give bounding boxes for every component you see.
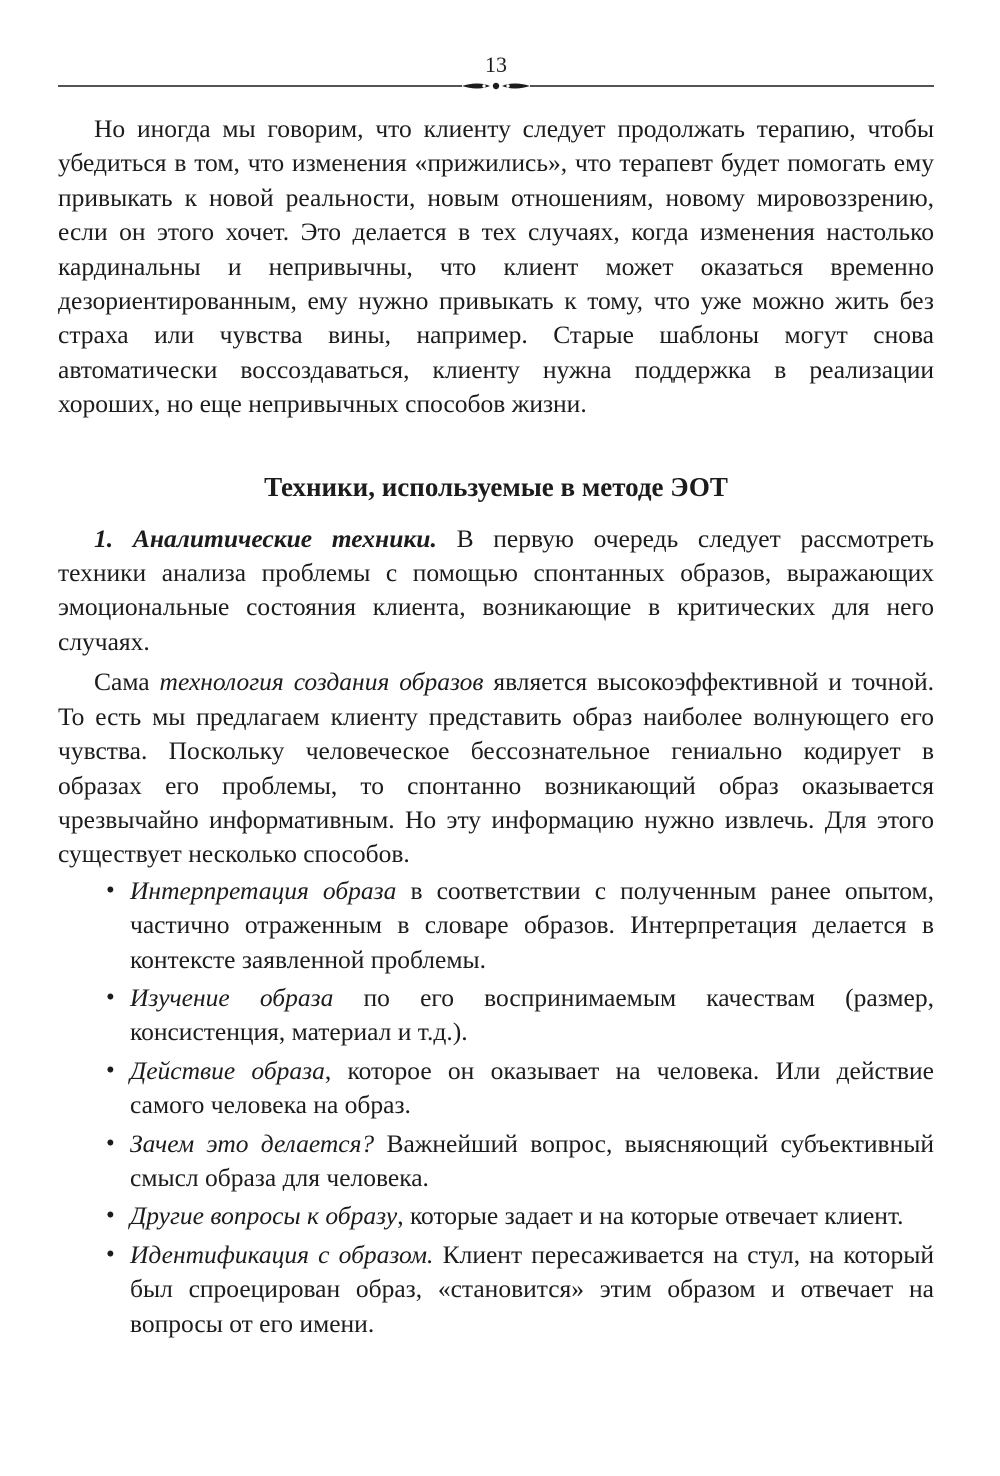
list-item-text: Важнейший вопрос, выясняющий субъективный смысл образа для человека.	[130, 1128, 934, 1192]
list-item	[58, 981, 934, 1050]
bullet-icon: •	[106, 1056, 115, 1084]
bullet-icon: •	[106, 983, 115, 1011]
list-item-term: Идентификация с образом.	[130, 1239, 434, 1269]
list-item	[58, 1127, 934, 1196]
techniques-list	[58, 874, 934, 1341]
paragraph-analytic-techniques	[58, 522, 934, 660]
list-item	[58, 1054, 934, 1123]
paragraph-text: В первую очередь следует рассмотреть техники анализа проблемы с помощью спонтанных образов, выражающих эмоциональные состояния клиента, возникающие в критических для него случаях.	[58, 523, 934, 656]
paragraph-image-technology	[58, 665, 934, 871]
list-item	[58, 1238, 934, 1341]
list-item-text: Клиент пересаживается на стул, на который был спроецирован образ, «становится» этим образом и отвечает на вопросы от его имени.	[130, 1239, 935, 1338]
bullet-icon: •	[106, 876, 115, 904]
ornamental-rule	[58, 80, 934, 92]
list-item-text: , которое он оказывает на человека. Или действие самого человека на образ.	[130, 1055, 934, 1120]
list-item-term: Изучение образа	[130, 982, 334, 1012]
page-number: 13	[485, 52, 507, 77]
page-header	[58, 52, 934, 92]
paragraph-text: является высокоэффективной и точной. То есть мы предлагаем клиенту представить образ наиболее волнующего его чувства. Поскольку человеческое бессознательное гениально кодирует в образах его проблемы, то спонтанно возникающий образ оказывается чрезвычайно информативным. Но эту информацию нужно извлечь. Для этого существует несколько способов.	[58, 667, 934, 869]
page-content	[58, 112, 934, 1345]
list-item-text: по его воспринимаемым качествам (размер, консистенция, материал и т.д.).	[130, 982, 935, 1047]
bullet-icon: •	[106, 1240, 115, 1268]
emphasis-term: технология создания образов	[159, 667, 484, 697]
paragraph-therapy-continuation: Но иногда мы говорим, что клиенту следует продолжать терапию, чтобы убедиться в том, что изменения «прижились», что терапевт будет помогать ему привыкать к новой реальности, новым отношениям, новому мировоззрению, если он этого хочет. Это делается в тех случаях, когда изменения настолько кардинальны и непривычны, что клиент может оказаться временно дезориентированным, ему нужно привыкать к тому, что уже можно жить без страха или чувства вины, например. Старые шаблоны могут снова автоматически воссоздаваться, клиенту нужна поддержка в реализации хороших, но еще непривычных способов жизни.	[58, 114, 934, 419]
list-item	[58, 1199, 934, 1233]
list-item	[58, 874, 934, 977]
bullet-icon: •	[106, 1129, 115, 1157]
bullet-icon: •	[106, 1202, 115, 1230]
list-item-term: Зачем это делается?	[130, 1128, 375, 1158]
list-item-text: , которые задает и на которые отвечает клиент.	[397, 1201, 904, 1231]
list-item-term: Действие образа	[130, 1055, 325, 1085]
list-item-text: в соответствии с полученным ранее опытом, частично отраженным в словаре образов. Интерпретация делается в контексте заявленной проблемы.	[130, 875, 934, 974]
list-item-term: Другие вопросы к образу	[130, 1201, 398, 1231]
list-item-term: Интерпретация образа	[130, 875, 397, 905]
paragraph-text-start: Сама	[94, 667, 160, 697]
section-heading: Техники, используемые в методе ЭОТ	[264, 471, 728, 502]
subsection-title: 1. Аналитические техники.	[94, 523, 437, 553]
